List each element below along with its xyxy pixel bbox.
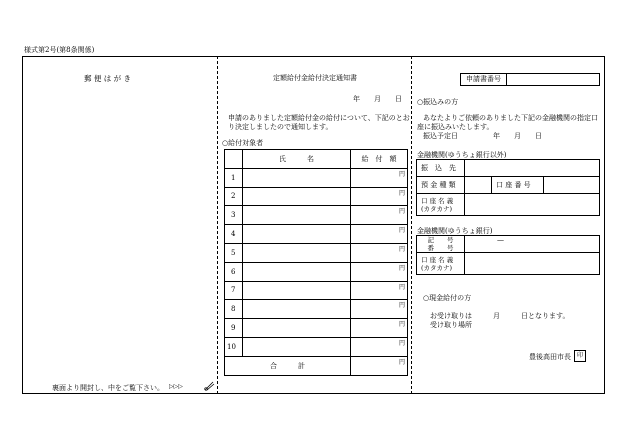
table-row [225,281,408,300]
table-row [225,337,408,356]
account-number-label: 口 座 番 号 [492,177,544,194]
mayor-name: 豊後高田市長 [529,353,571,361]
kigo-label: 記 号 [427,236,454,244]
payee-field[interactable] [465,160,600,177]
holder-label-text: 口 座 名 義 [421,196,454,205]
app-number-field[interactable] [506,73,600,86]
yucho-holder-field[interactable] [465,253,600,275]
row-number: 5 [225,243,243,262]
bank-type-label: 預 金 種 類 [417,177,465,194]
name-cell[interactable] [243,319,351,338]
amount-cell[interactable]: 円 [351,187,408,206]
postcard-title: 郵 便 は が き [84,74,132,83]
yucho-holder-label-text: 口 座 名 義 [421,255,454,264]
name-cell[interactable] [243,206,351,225]
amount-cell[interactable]: 円 [351,225,408,244]
fold-line-left [217,56,218,394]
name-cell[interactable] [243,281,351,300]
bank-table [416,159,600,216]
table-row [225,168,408,187]
row-number: 3 [225,206,243,225]
table-row [225,187,408,206]
amount-cell[interactable]: 円 [351,319,408,338]
row-number: 4 [225,225,243,244]
amount-cell[interactable]: 円 [351,168,408,187]
notice-title: 定額給付金給付決定通知書 [273,74,357,82]
transfer-date: 振込予定日 年 月 日 [423,132,542,140]
yucho-holder-label [417,253,465,275]
name-cell[interactable] [243,262,351,281]
payee-label: 振 込 先 [417,160,465,177]
table-row [225,262,408,281]
cash-heading: ○現金給付の方 [423,294,472,302]
bango-label: 番 号 [427,244,454,252]
yucho-heading: 金融機関(ゆうちょ銀行) [417,227,493,235]
amount-cell[interactable]: 円 [351,281,408,300]
amount-cell[interactable]: 円 [351,262,408,281]
header-name: 氏 名 [243,150,351,169]
transfer-heading: ○振込みの方 [417,98,459,106]
table-row [225,243,408,262]
holder-label [417,194,465,216]
amount-cell[interactable]: 円 [351,243,408,262]
receipt-date: お受け取りは 月 日となります。 [430,312,570,320]
row-number: 8 [225,300,243,319]
recipients-table [224,149,408,376]
row-number: 7 [225,281,243,300]
table-header-row [225,150,408,169]
header-number [225,150,243,169]
notice-body-line2: り決定しましたので通知します。 [228,123,333,131]
account-number-field[interactable] [544,177,600,194]
table-row [225,206,408,225]
name-cell[interactable] [243,187,351,206]
table-row [225,319,408,338]
notice-date: 年 月 日 [353,95,402,103]
name-cell[interactable] [243,225,351,244]
notice-body-line1: 申請のありました定額給付金の給付について、下記のとお [228,114,410,122]
bank-heading: 金融機関(ゆうちょ銀行以外) [417,151,507,159]
yucho-table [416,235,600,275]
bank-type-field[interactable] [465,177,492,194]
row-number: 6 [225,262,243,281]
scissors-icon [204,380,215,391]
arrow-icons: ▷▷▷ [169,383,183,390]
table-row [225,300,408,319]
total-label: 合 計 [225,356,351,375]
receipt-place: 受け取り場所 [430,321,472,329]
yucho-holder-kana-label: (カタカナ) [421,263,453,272]
transfer-line1: あなたよりご依頼のありました下記の金融機関の指定口 [423,114,598,122]
total-amount-cell[interactable]: 円 [351,356,408,375]
row-number: 9 [225,319,243,338]
transfer-line2: 座に振込みいたします。 [417,123,494,131]
name-cell[interactable] [243,243,351,262]
name-cell[interactable] [243,168,351,187]
amount-cell[interactable]: 円 [351,337,408,356]
row-number: 2 [225,187,243,206]
holder-kana-label: (カタカナ) [421,204,453,213]
holder-field[interactable] [465,194,600,216]
separator-dash: — [497,236,504,244]
fold-line-right [411,56,412,394]
seal-box: 印 [574,350,586,362]
amount-cell[interactable]: 円 [351,206,408,225]
name-cell[interactable] [243,300,351,319]
open-instruction: 裏面より開封し、中をご覧下さい。 [52,384,164,392]
total-row [225,356,408,375]
kigo-bango-label [417,236,465,253]
header-amount: 給 付 額 [351,150,408,169]
row-number: 1 [225,168,243,187]
recipients-heading: ○給付対象者 [222,139,264,147]
table-row [225,225,408,244]
name-cell[interactable] [243,337,351,356]
form-reference: 様式第2号(第8条関係) [24,46,95,54]
amount-cell[interactable]: 円 [351,300,408,319]
row-number: 10 [225,337,243,356]
kigo-bango-field[interactable] [465,236,600,253]
app-number-label: 申請書番号 [460,73,507,86]
